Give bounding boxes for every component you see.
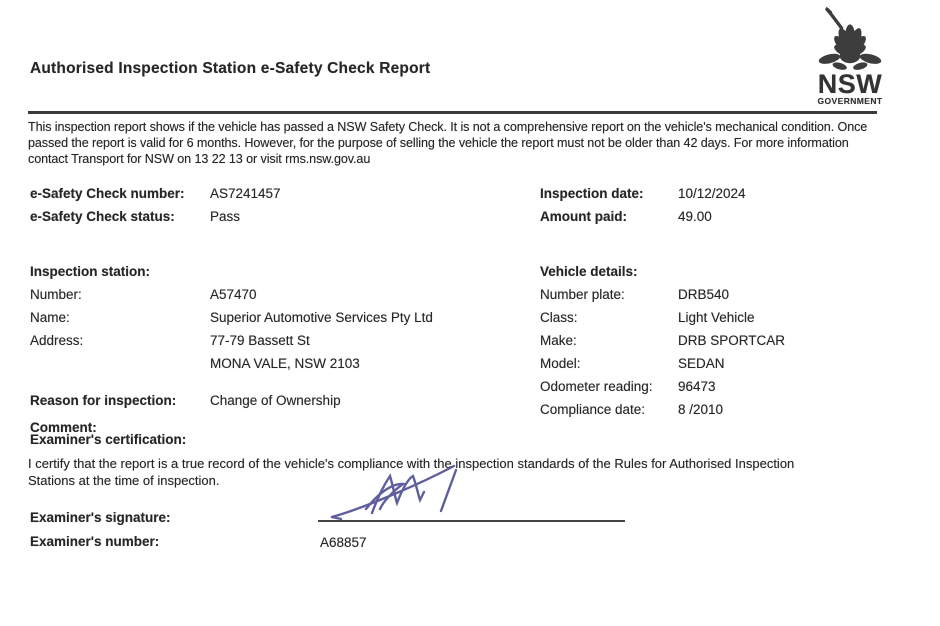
esafety-check-number-label: e-Safety Check number: [30,186,185,201]
vehicle-details-heading: Vehicle details: [540,264,638,279]
inspection-station-heading: Inspection station: [30,264,151,279]
inspection-date-row [540,182,925,205]
amount-paid-row [540,205,925,228]
examiners-signature-label: Examiner's signature: [30,510,171,525]
odometer-reading-row [540,375,925,398]
number-plate-value: DRB540 [678,287,730,302]
esafety-check-number-row [30,182,525,205]
disclaimer-line: contact Transport for NSW on 13 22 13 or visit rms.nsw.gov.au [28,151,371,166]
station-address-row2 [30,352,525,375]
waratah-flower-icon [810,6,890,72]
number-plate-label: Number plate: [540,287,625,302]
header-divider [28,111,877,114]
vehicle-details-heading-row [540,260,925,283]
station-number-row [30,283,525,306]
vehicle-make-value: DRB SPORTCAR [678,333,786,348]
station-address-line2: MONA VALE, NSW 2103 [210,356,360,371]
vehicle-make-label: Make: [540,333,577,348]
odometer-reading-value: 96473 [678,379,716,394]
disclaimer-paragraph [28,120,918,167]
examiners-certification-heading: Examiner's certification: [30,432,187,447]
disclaimer-line: This inspection report shows if the vehicle has passed a NSW Safety Check. It is not a comprehensive report on the vehicle's mechanical condition. Once [28,120,868,134]
station-address-line1: 77-79 Bassett St [210,333,310,348]
certification-line: Stations at the time of inspection. [28,473,220,488]
vehicle-model-row [540,352,925,375]
page-title: Authorised Inspection Station e-Safety Check Report [30,60,431,77]
compliance-date-value: 8 /2010 [678,402,724,417]
station-name-row [30,306,525,329]
vehicle-model-value: SEDAN [678,356,725,371]
odometer-reading-label: Odometer reading: [540,379,653,394]
comment-label: Comment: [30,420,97,435]
inspection-station-heading-row [30,260,525,283]
vehicle-class-value: Light Vehicle [678,310,755,325]
esafety-check-status-value: Pass [210,209,241,224]
logo-org-text: NSW [817,69,883,99]
examiners-number-label: Examiner's number: [30,534,160,549]
esafety-check-status-row [30,205,525,228]
amount-paid-label: Amount paid: [540,209,627,224]
inspection-date-label: Inspection date: [540,186,644,201]
reason-for-inspection-value: Change of Ownership [210,393,341,408]
vehicle-model-label: Model: [540,356,581,371]
station-number-label: Number: [30,287,82,302]
vehicle-class-row [540,306,925,329]
compliance-date-label: Compliance date: [540,402,646,417]
logo-sub-text: GOVERNMENT [817,96,883,106]
reason-for-inspection-row [30,389,525,412]
examiners-number-value: A68857 [320,535,367,550]
station-name-value: Superior Automotive Services Pty Ltd [210,310,433,325]
disclaimer-line: passed the report is valid for 6 months. However, for the purpose of selling the vehicle the report must not be older than 42 days. For more information [28,135,849,150]
signature-line [318,520,625,522]
examiner-signature-ink [322,461,497,523]
esafety-check-number-value: AS7241457 [210,186,281,201]
nsw-government-logo [810,6,890,107]
station-name-label: Name: [30,310,70,325]
amount-paid-value: 49.00 [678,209,712,224]
station-number-value: A57470 [210,287,257,302]
reason-for-inspection-label: Reason for inspection: [30,393,177,408]
vehicle-make-row [540,329,925,352]
station-address-row [30,329,525,352]
compliance-date-row [540,398,925,421]
certification-line: I certify that the report is a true record of the vehicle's compliance with the inspection standards of the Rules for Authorised Inspection [28,456,795,471]
right-column [540,182,925,421]
station-address-label: Address: [30,333,84,348]
number-plate-row [540,283,925,306]
esafety-check-status-label: e-Safety Check status: [30,209,175,224]
inspection-date-value: 10/12/2024 [678,186,746,201]
left-column [30,182,525,439]
vehicle-class-label: Class: [540,310,578,325]
